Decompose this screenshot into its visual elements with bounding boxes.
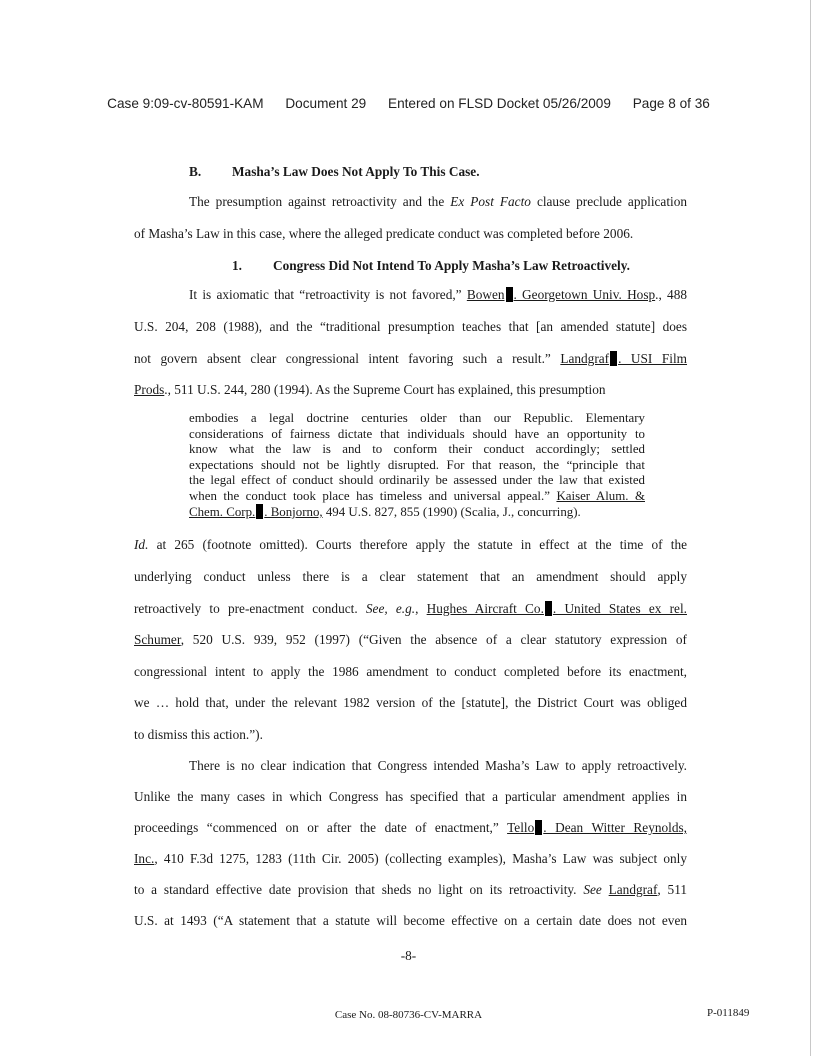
para2-line1: It is axiomatic that “retroactivity is not favored,” Bowen . Georgetown Univ. Hosp., 488 [189,287,687,302]
para3-line6: we … hold that, under the relevant 1982 version of the [statute], the District Court was obliged [134,695,687,710]
para4-line5: to a standard effective date provision that sheds no light on its retroactivity. See Landgraf, 511 [134,882,687,897]
redaction-mark [610,351,617,366]
para3-line5: congressional intent to apply the 1986 amendment to conduct completed before its enactment, [134,664,687,679]
quote-line: the legal effect of conduct should ordinarily be assessed under the law that existed [189,473,645,487]
citation-kaiser[interactable]: Kaiser Alum. & [556,488,645,503]
header-entered: Entered on FLSD Docket 05/26/2009 [388,96,611,111]
page-edge-rule [810,0,811,1056]
quote-line: Chem. Corp. . Bonjorno, 494 U.S. 827, 855 (1990) (Scalia, J., concurring). [189,505,581,519]
sub1-label: 1. [232,258,242,273]
para2-line4: Prods., 511 U.S. 244, 280 (1994). As the Supreme Court has explained, this presumption [134,382,606,397]
block-quote [189,411,645,521]
footer-case-number: Case No. 08-80736-CV-MARRA [334,1009,483,1021]
quote-line: considerations of fairness dictate that individuals should have an opportunity to [189,426,645,441]
para4-line4: Inc., 410 F.3d 1275, 1283 (11th Cir. 2005) (collecting examples), Masha’s Law was subject only [134,851,687,866]
citation-tello[interactable]: Tello [507,820,535,835]
header-page: Page 8 of 36 [632,96,710,111]
redaction-mark [256,504,263,519]
citation-landgraf-2[interactable]: Landgraf [608,882,658,897]
citation-hughes[interactable]: Hughes Aircraft Co. [426,601,544,616]
quote-line: when the conduct took place has timeless and universal appeal.” Kaiser Alum. & [189,488,645,503]
redaction-mark [506,287,513,302]
para3-line2: underlying conduct unless there is a clear statement that an amendment should apply [134,569,687,584]
para4-line2: Unlike the many cases in which Congress has specified that a particular amendment applies in [134,789,687,804]
sub1-title: Congress Did Not Intend To Apply Masha’s Law Retroactively. [273,258,630,273]
para2-line3: not govern absent clear congressional intent favoring such a result.” Landgraf . USI Film [134,351,688,366]
header-document: Document 29 [285,96,367,111]
para3-line7: to dismiss this action.”). [134,727,263,742]
redaction-mark [545,601,552,616]
para4-line3: proceedings “commenced on or after the date of enactment,” Tello . Dean Witter Reynolds, [134,820,687,835]
quote-line: know what the law is and to conform their conduct accordingly; settled [189,442,645,456]
para2-line2: U.S. 204, 208 (1988), and the “traditional presumption teaches that [an amended statute] does [134,319,687,334]
footer-bates-number: P-011849 [707,1007,750,1019]
para3-line1: Id. at 265 (footnote omitted). Courts therefore apply the statute in effect at the time of the [134,537,687,552]
para4-line6: U.S. at 1493 (“A statement that a statute will become effective on a certain date does not even [134,913,687,928]
section-b-title: Masha’s Law Does Not Apply To This Case. [232,164,480,179]
docket-header [0,96,817,111]
para3-line3: retroactively to pre-enactment conduct. See, e.g., Hughes Aircraft Co. . United States ex rel. [134,601,687,616]
para1-line2: of Masha’s Law in this case, where the alleged predicate conduct was completed before 2006. [134,226,634,241]
citation-bowen[interactable]: Bowen [466,287,505,302]
quote-line: expectations should not be lightly disrupted. For that reason, the “principle that [189,457,645,472]
page-number: -8- [400,948,417,963]
redaction-mark [535,820,542,835]
para3-line4: Schumer, 520 U.S. 939, 952 (1997) (“Given the absence of a clear statutory expression of [134,632,687,647]
quote-line: embodies a legal doctrine centuries older than our Republic. Elementary [189,411,645,425]
header-case: Case 9:09-cv-80591-KAM [107,96,264,111]
para1-line1: The presumption against retroactivity and the Ex Post Facto clause preclude application [189,194,688,209]
citation-landgraf[interactable]: Landgraf [560,351,610,366]
section-b-label: B. [189,164,202,179]
para4-line1: There is no clear indication that Congress intended Masha’s Law to apply retroactively. [189,758,687,773]
